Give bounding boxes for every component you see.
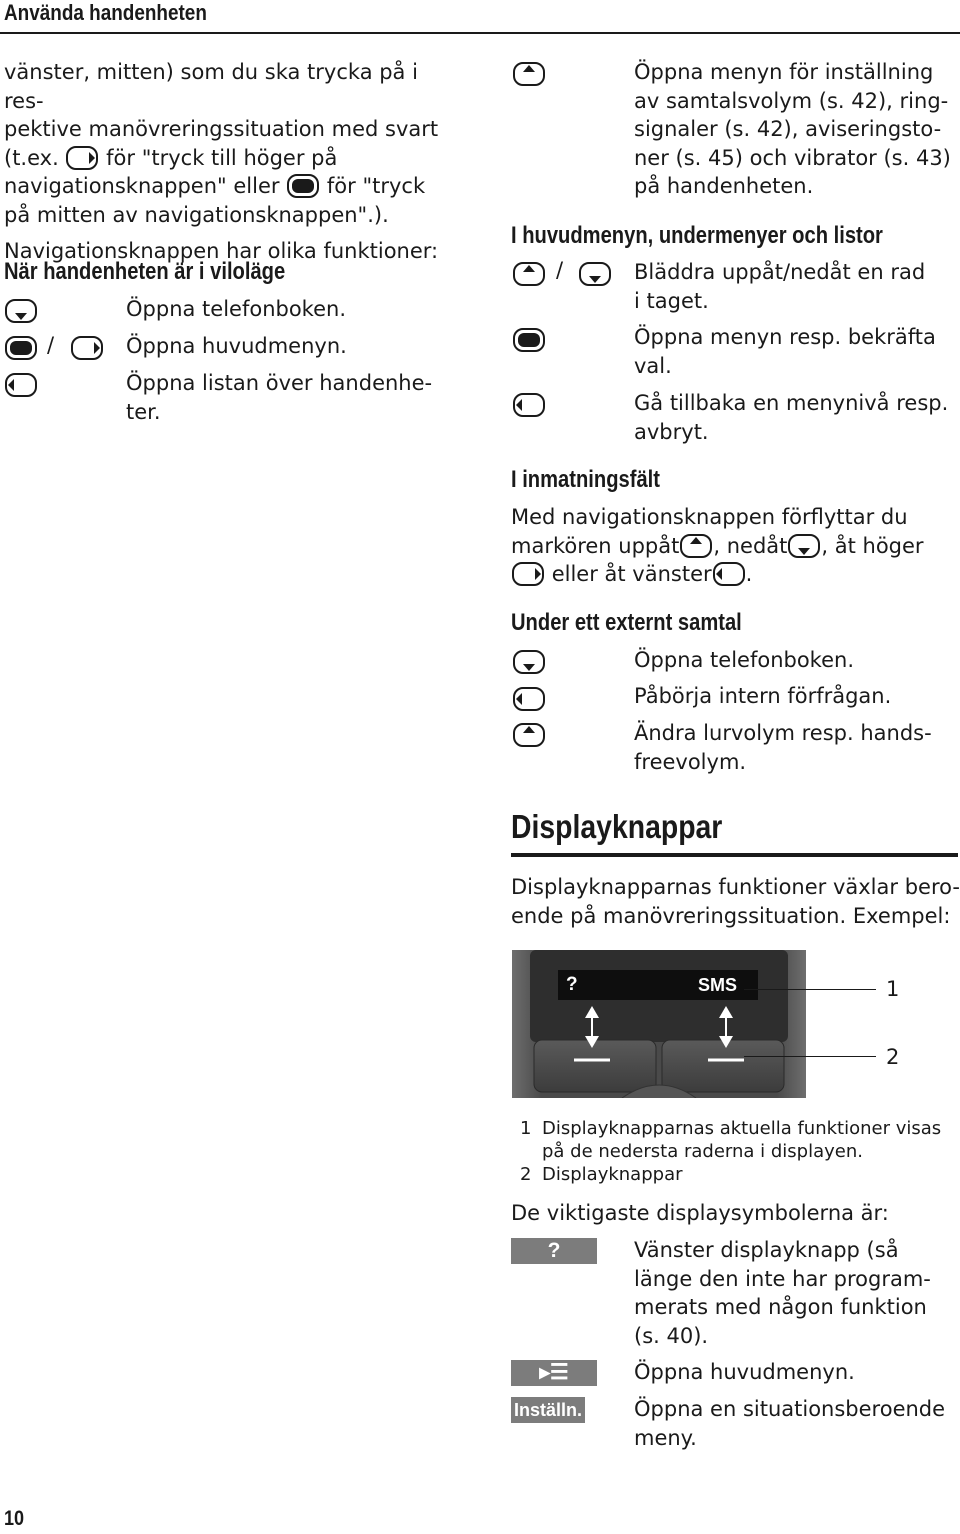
idle-heading: När handenheten är i viloläge (4, 258, 286, 285)
symbol-row-1-line-4: (s. 40). (634, 1323, 709, 1348)
symbol-row-3-line-1: Öppna en situationsberoende (634, 1397, 946, 1421)
display-intro (511, 873, 960, 930)
symbol-row-1-line-1: Vänster displayknapp (så (634, 1238, 899, 1262)
input-line-3 (511, 560, 960, 589)
nav-key-center-icon (4, 335, 38, 361)
call-row-3-line-2: freevolym. (634, 749, 747, 774)
callout-line-1 (744, 989, 876, 990)
symbol-row-1-text (634, 1236, 931, 1350)
input-paragraph (511, 503, 960, 589)
caption-1-number: 1 (520, 1118, 532, 1139)
symbol-row-3-text (634, 1395, 945, 1452)
menu-row-2-line-2: val. (634, 353, 672, 378)
top-row-text (634, 58, 951, 201)
top-row-line-2: av samtalsvolym (s. 42), ring- (634, 88, 949, 113)
call-row-1-text: Öppna telefonboken. (634, 648, 854, 672)
nav-key-down-icon (512, 649, 546, 675)
symbol-row-1-line-3: merats med någon funktion (634, 1295, 927, 1319)
nav-key-left-icon (4, 372, 38, 398)
caption-1-text (542, 1117, 941, 1163)
top-row-line-5: på handenheten. (634, 174, 814, 198)
display-intro-line-2: ende på manövreringssituation. Exempel: (511, 903, 951, 928)
caption-2-text: Displayknappar (542, 1164, 683, 1185)
nav-key-right-icon (70, 335, 104, 361)
call-row-3-line-1: Ändra lurvolym resp. hands- (634, 721, 932, 745)
caption-2-number: 2 (520, 1164, 532, 1185)
intro-line-5: på mitten av navigationsknappen".). (4, 202, 389, 227)
top-row-line-4: ner (s. 45) och vibrator (s. 43) (634, 145, 951, 170)
intro-line-2: pektive manövreringssituation med svart (4, 117, 439, 141)
input-line-2c: , åt höger (821, 533, 924, 558)
page-number: 10 (4, 1507, 25, 1530)
input-line-2a: markören uppåt (511, 533, 680, 558)
nav-key-center-icon (286, 173, 320, 199)
callout-number-1: 1 (886, 977, 900, 1001)
menu-row-1-line-1: Bläddra uppåt/nedåt en rad (634, 260, 926, 284)
nav-key-left-icon (512, 686, 546, 712)
menu-row-3-text (634, 389, 948, 446)
intro-line-4b: för "tryck (326, 174, 426, 198)
header-rule (0, 32, 960, 34)
nav-key-right-icon (511, 561, 545, 587)
intro-line-3 (4, 144, 464, 173)
idle-row-2-text: Öppna huvudmenyn. (126, 334, 347, 358)
caption-1-line-1: Displayknapparnas aktuella funktioner visas (542, 1118, 942, 1139)
phone-illustration (512, 950, 806, 1098)
nav-key-down-icon (4, 298, 38, 324)
nav-key-up-icon (512, 722, 546, 748)
symbol-row-2-text: Öppna huvudmenyn. (634, 1360, 855, 1384)
slash-separator: / (47, 333, 55, 357)
caption-1-line-2: på de nedersta raderna i displayen. (542, 1141, 863, 1162)
nav-key-up-icon (679, 533, 713, 559)
nav-key-down-icon (787, 533, 821, 559)
input-line-2b: , nedåt (713, 533, 788, 558)
top-row-line-3: signaler (s. 42), aviseringsto- (634, 117, 942, 141)
display-intro-line-1: Displayknapparnas funktioner växlar bero- (511, 875, 960, 899)
idle-row-3-text (126, 369, 432, 426)
call-heading: Under ett externt samtal (511, 609, 742, 636)
symbol-row-1-line-2: länge den inte har program- (634, 1266, 931, 1291)
menu-row-3-line-1: Gå tillbaka en menynivå resp. (634, 391, 949, 415)
top-row-line-1: Öppna menyn för inställning (634, 60, 934, 84)
intro-line-1: vänster, mitten) som du ska trycka på i res- (4, 60, 418, 113)
menu-row-2-line-1: Öppna menyn resp. bekräfta (634, 325, 936, 349)
menu-row-1-text (634, 258, 925, 315)
left-intro (4, 58, 464, 266)
symbol-question-bar: ? (511, 1238, 597, 1264)
softkey-left-label: ? (566, 974, 578, 995)
intro-line-4a: navigationsknappen" eller (4, 174, 280, 198)
symbol-settings-bar: Inställn. (511, 1397, 585, 1423)
menu-row-2-text (634, 323, 936, 380)
nav-key-up-icon (512, 261, 546, 287)
symbol-row-3-line-2: meny. (634, 1425, 697, 1450)
nav-key-up-icon (512, 61, 546, 87)
display-title-rule (511, 853, 958, 857)
input-line-2 (511, 532, 960, 561)
callout-number-2: 2 (886, 1045, 900, 1069)
idle-row-3-line-1: Öppna listan över handenhe- (126, 371, 433, 395)
symbol-menu-bar: ▸☰ (511, 1360, 597, 1386)
intro-line-3b: för "tryck till höger på (106, 145, 338, 170)
page-header-title: Använda handenheten (4, 0, 207, 25)
idle-row-3-line-2: ter. (126, 399, 161, 424)
nav-key-left-icon (512, 392, 546, 418)
nav-key-left-icon (712, 561, 746, 587)
menu-heading: I huvudmenyn, undermenyer och listor (511, 222, 883, 249)
call-row-2-text: Påbörja intern förfrågan. (634, 684, 892, 708)
intro-line-3a: (t.ex. (4, 145, 59, 170)
nav-functions-text: Navigationsknappen har olika funktioner: (4, 239, 439, 263)
menu-row-1-line-2: i taget. (634, 288, 709, 313)
phone-figure (512, 950, 806, 1098)
softkey-right-label: SMS (698, 975, 738, 995)
display-title: Displayknappar (511, 808, 723, 845)
call-row-3-text (634, 719, 932, 776)
input-line-1: Med navigationsknappen förflyttar du (511, 505, 908, 529)
input-heading: I inmatningsfält (511, 466, 660, 493)
intro-line-4 (4, 172, 464, 201)
nav-key-down-icon (578, 261, 612, 287)
idle-row-1-text: Öppna telefonboken. (126, 297, 346, 321)
nav-key-right-icon (65, 145, 99, 171)
input-line-3a: eller åt vänster (551, 562, 712, 586)
callout-line-2 (744, 1056, 876, 1057)
slash-separator: / (556, 258, 564, 282)
menu-row-3-line-2: avbryt. (634, 419, 709, 444)
input-line-3b: . (745, 562, 753, 586)
symbols-heading: De viktigaste displaysymbolerna är: (511, 1201, 889, 1225)
nav-key-center-icon (512, 327, 546, 353)
